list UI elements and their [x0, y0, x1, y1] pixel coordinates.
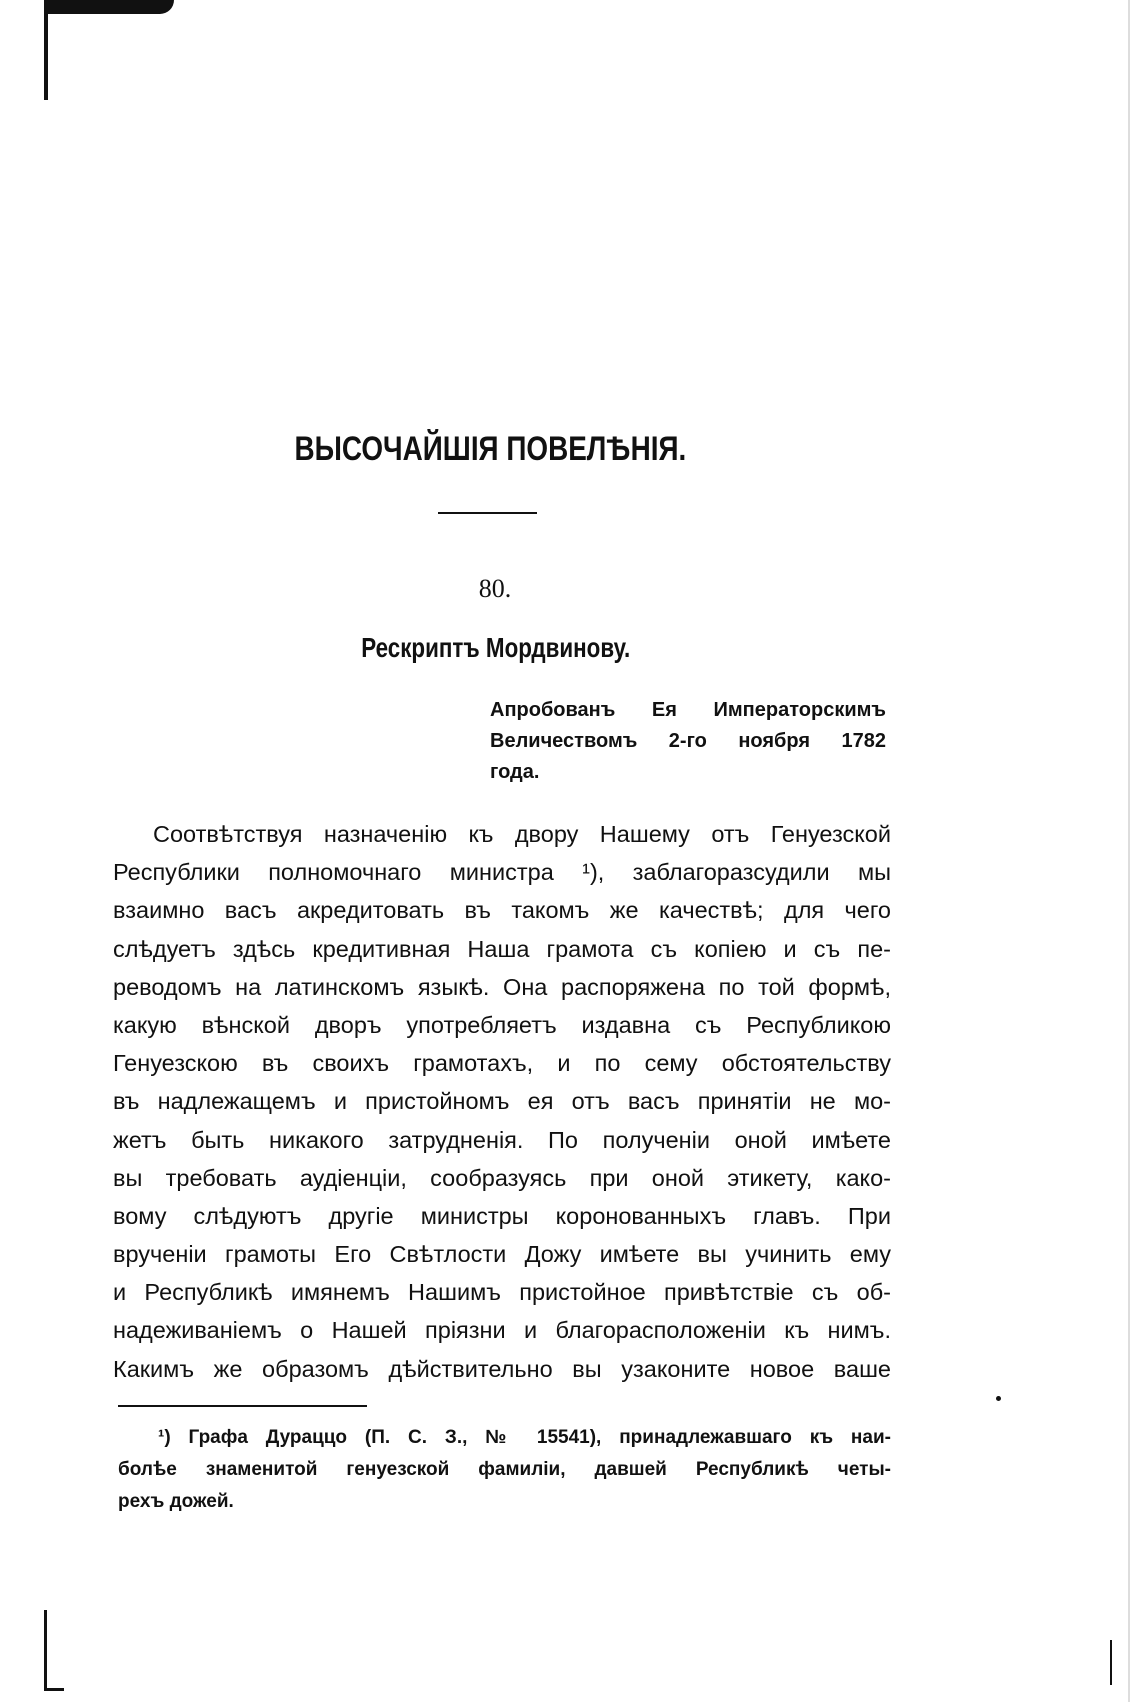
- body-line: надеживаніемъ о Нашей пріязни и благорасположеніи къ нимъ.: [113, 1317, 891, 1344]
- body-line: жетъ быть никакого затрудненія. По полученіи оной имѣете: [113, 1126, 891, 1153]
- approval-line: Величествомъ 2-го ноября 1782: [490, 730, 886, 752]
- footnote-line: ¹) Графа Дураццо (П. С. З., № 15541), принадлежавшаго къ наи-: [158, 1427, 891, 1448]
- footnote: [118, 1422, 891, 1518]
- title-divider: [438, 512, 537, 514]
- document-title: Рескриптъ Мордвинову.: [361, 632, 631, 663]
- body-line: Генуезскою въ своихъ грамотахъ, и по сему обстоятельству: [113, 1050, 891, 1077]
- body-line: взаимно васъ акредитовать въ такомъ же качествѣ; для чего: [113, 897, 891, 924]
- body-line: въ надлежащемъ и пристойномъ ея отъ васъ принятіи не мо-: [113, 1088, 891, 1115]
- body-line: Какимъ же образомъ дѣйствительно вы узаконите новое ваше: [113, 1355, 891, 1382]
- scan-dot: [996, 1396, 1001, 1401]
- body-line: и Республикѣ имянемъ Нашимъ пристойное привѣтствіе съ об-: [113, 1279, 891, 1306]
- approval-line: Апробованъ Ея Императорскимъ: [490, 699, 886, 721]
- body-text: [113, 815, 891, 1388]
- body-line: Республики полномочнаго министра ¹), заблагоразсудили мы: [113, 859, 891, 886]
- body-line: Соотвѣтствуя назначенію къ двору Нашему отъ Генуезской: [153, 821, 891, 847]
- section-title: ВЫСОЧАЙШІЯ ПОВЕЛѢНІЯ.: [294, 430, 687, 468]
- scan-smudge-top-left: [44, 0, 174, 14]
- footnote-divider: [118, 1405, 367, 1407]
- body-line: врученіи грамоты Его Свѣтлости Дожу имѣете вы учинить ему: [113, 1241, 891, 1268]
- approval-note: [490, 695, 886, 788]
- body-line: какую вѣнской дворъ употребляетъ издавна съ Республикою: [113, 1011, 891, 1038]
- document-number: 80.: [478, 574, 512, 603]
- scan-edge-left-bottom: [44, 1610, 47, 1690]
- scan-page-edge-right: [1128, 0, 1130, 1702]
- scan-edge-bottom-right: [1110, 1640, 1112, 1685]
- body-line: реводомъ на латинскомъ языкѣ. Она распоряжена по той формѣ,: [113, 973, 891, 1000]
- scan-edge-left-top: [44, 0, 48, 100]
- scan-edge-bottom-left: [44, 1688, 64, 1691]
- body-line: вому слѣдуютъ другіе министры коронованныхъ главъ. При: [113, 1202, 891, 1229]
- footnote-line: болѣе знаменитой генуезской фамиліи, давшей Республикѣ четы-: [118, 1459, 891, 1480]
- approval-line: года.: [490, 761, 540, 783]
- body-line: слѣдуетъ здѣсь кредитивная Наша грамота съ копіею и съ пе-: [113, 935, 891, 962]
- body-line: вы требовать аудіенціи, сообразуясь при оной этикету, како-: [113, 1164, 891, 1191]
- footnote-line: рехъ дожей.: [118, 1491, 234, 1512]
